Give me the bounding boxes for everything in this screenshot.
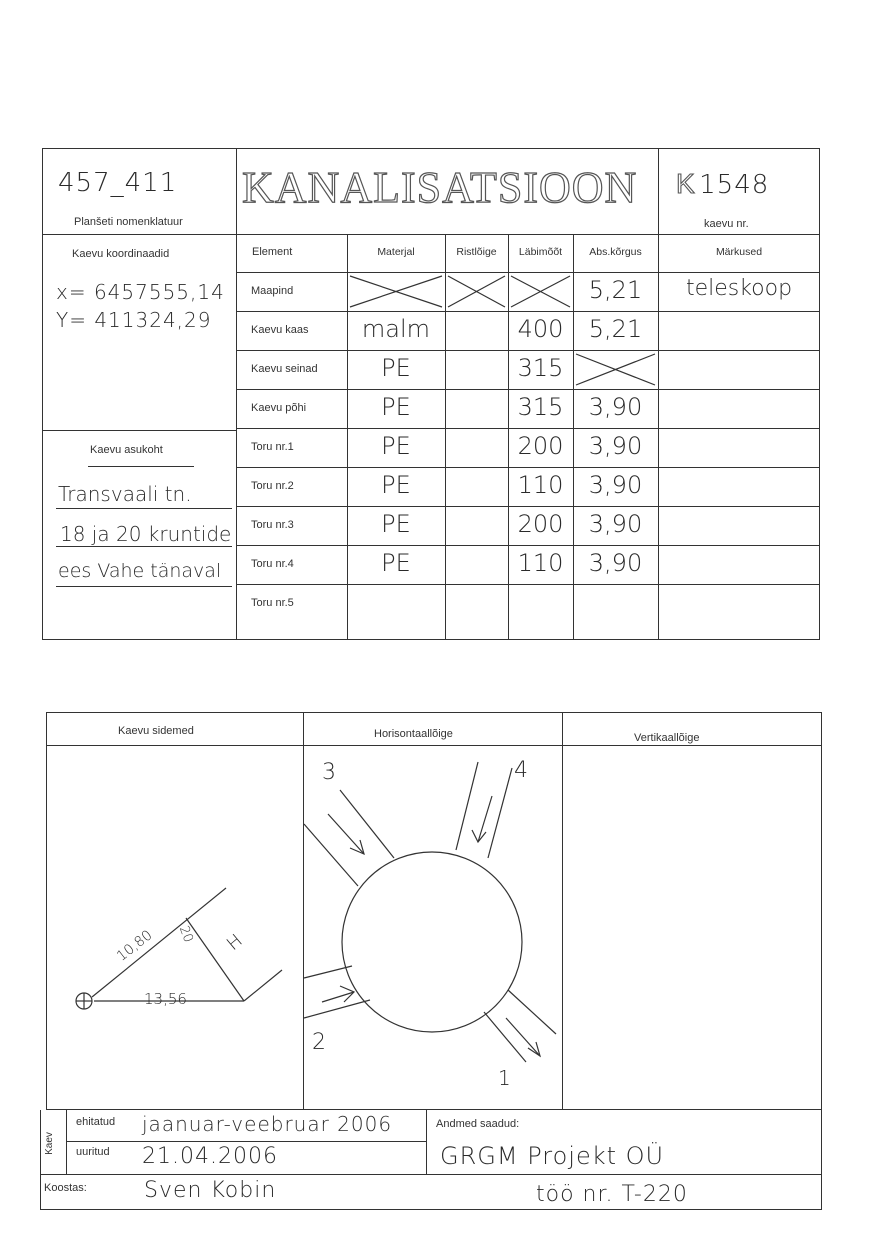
cell-material: PE <box>381 471 411 499</box>
cell-material: PE <box>381 549 411 577</box>
tie-distance-1: 10,80 <box>114 927 156 965</box>
cell-element: Kaevu põhi <box>251 402 307 414</box>
cell-elevation: 3,90 <box>588 432 643 460</box>
pipe-4-arrow <box>472 830 486 842</box>
pipe-label-4: 4 <box>514 758 528 783</box>
column-header-cross-section: Ristlõige <box>456 246 497 258</box>
cell-material: PE <box>381 354 411 382</box>
plansheet-number: 457_411 <box>58 168 178 198</box>
measured-label: uuritud <box>76 1146 110 1158</box>
column-header-material: Materjal <box>377 246 415 258</box>
cell-element: Maapind <box>251 285 294 297</box>
building-edge <box>244 970 282 1001</box>
cell-diameter: 315 <box>517 393 564 421</box>
pipe-3-arrow <box>328 814 364 854</box>
data-source-value: GRGM Projekt OÜ <box>440 1142 665 1170</box>
pipe-4-arrow <box>478 796 492 842</box>
column-header-elevation: Abs.kõrgus <box>589 246 642 258</box>
ties-label: Kaevu sidemed <box>118 725 194 737</box>
tie-distance-2: 13,56 <box>144 990 187 1008</box>
cell-elevation: 3,90 <box>588 549 643 577</box>
pipe-4 <box>456 762 478 850</box>
location-label: Kaevu asukoht <box>90 444 163 456</box>
location-line-3: ees Vahe tänaval <box>58 560 222 582</box>
built-label: ehitatud <box>76 1116 116 1128</box>
cell-notes: teleskoop <box>685 276 793 301</box>
work-number: töö nr. T-220 <box>536 1182 688 1207</box>
page-title: KANALISATSIOON <box>242 163 638 212</box>
pipe-3 <box>340 790 394 858</box>
location-line-2: 18 ja 20 kruntide <box>60 522 232 546</box>
tie-building-number: 20 <box>175 924 196 945</box>
plansheet-label: Planšeti nomenklatuur <box>74 216 183 228</box>
location-line-1: Transvaali tn. <box>58 482 192 506</box>
cell-element: Toru nr.1 <box>251 441 294 453</box>
side-label: Kaev <box>43 1132 55 1155</box>
cell-element: Kaevu kaas <box>251 324 309 336</box>
cell-element: Kaevu seinad <box>251 363 318 375</box>
vertical-section-label: Vertikaallõige <box>634 732 700 744</box>
column-header-notes: Märkused <box>715 246 763 258</box>
author-value: Sven Kobin <box>144 1178 277 1203</box>
cell-element: Toru nr.3 <box>251 519 294 531</box>
cell-element: Toru nr.5 <box>251 597 294 609</box>
building-edge <box>186 918 244 1001</box>
cell-elevation: 5,21 <box>588 276 643 304</box>
pipe-label-2: 2 <box>312 1030 326 1055</box>
pipe-2 <box>304 966 352 978</box>
pipe-4 <box>488 768 512 858</box>
well-tag: K <box>676 168 695 199</box>
cell-material: malm <box>361 315 431 343</box>
cell-elevation: 3,90 <box>588 393 643 421</box>
horizontal-section-label: Horisontaallõige <box>374 728 453 740</box>
manhole-circle <box>342 852 522 1032</box>
pipe-1-arrow <box>506 1018 540 1056</box>
cell-material: PE <box>381 510 411 538</box>
data-source-label: Andmed saadud: <box>436 1118 520 1130</box>
pipe-label-1: 1 <box>498 1066 511 1090</box>
pipe-label-3: 3 <box>322 760 336 785</box>
pipe-3 <box>304 824 358 886</box>
cell-diameter: 110 <box>517 549 564 577</box>
coordinates-label: Kaevu koordinaadid <box>72 248 170 260</box>
cell-diameter: 315 <box>517 354 564 382</box>
cell-diameter: 200 <box>517 510 564 538</box>
cell-diameter: 110 <box>517 471 564 499</box>
coordinate-x: x= 6457555,14 <box>56 280 225 304</box>
cell-element: Toru nr.2 <box>251 480 294 492</box>
author-label: Koostas: <box>44 1182 87 1194</box>
tie-building-code: H <box>222 930 247 955</box>
cell-element: Toru nr.4 <box>251 558 294 570</box>
well-number-value: 1548 <box>699 170 770 200</box>
cell-diameter: 200 <box>517 432 564 460</box>
cell-elevation: 3,90 <box>588 510 643 538</box>
column-header-element: Element <box>252 246 293 258</box>
cell-elevation: 3,90 <box>588 471 643 499</box>
pipe-1 <box>484 1012 526 1062</box>
cell-elevation: 5,21 <box>588 315 643 343</box>
coordinate-y: Y= 411324,29 <box>56 308 212 332</box>
pipe-2 <box>304 1000 370 1018</box>
cell-diameter: 400 <box>517 315 564 343</box>
well-number-label: kaevu nr. <box>704 218 749 230</box>
built-value: jaanuar-veebruar 2006 <box>142 1112 393 1136</box>
column-header-diameter: Läbimõõt <box>518 246 563 258</box>
tie-line <box>92 888 226 997</box>
measured-value: 21.04.2006 <box>142 1144 278 1169</box>
cell-material: PE <box>381 432 411 460</box>
cell-material: PE <box>381 393 411 421</box>
